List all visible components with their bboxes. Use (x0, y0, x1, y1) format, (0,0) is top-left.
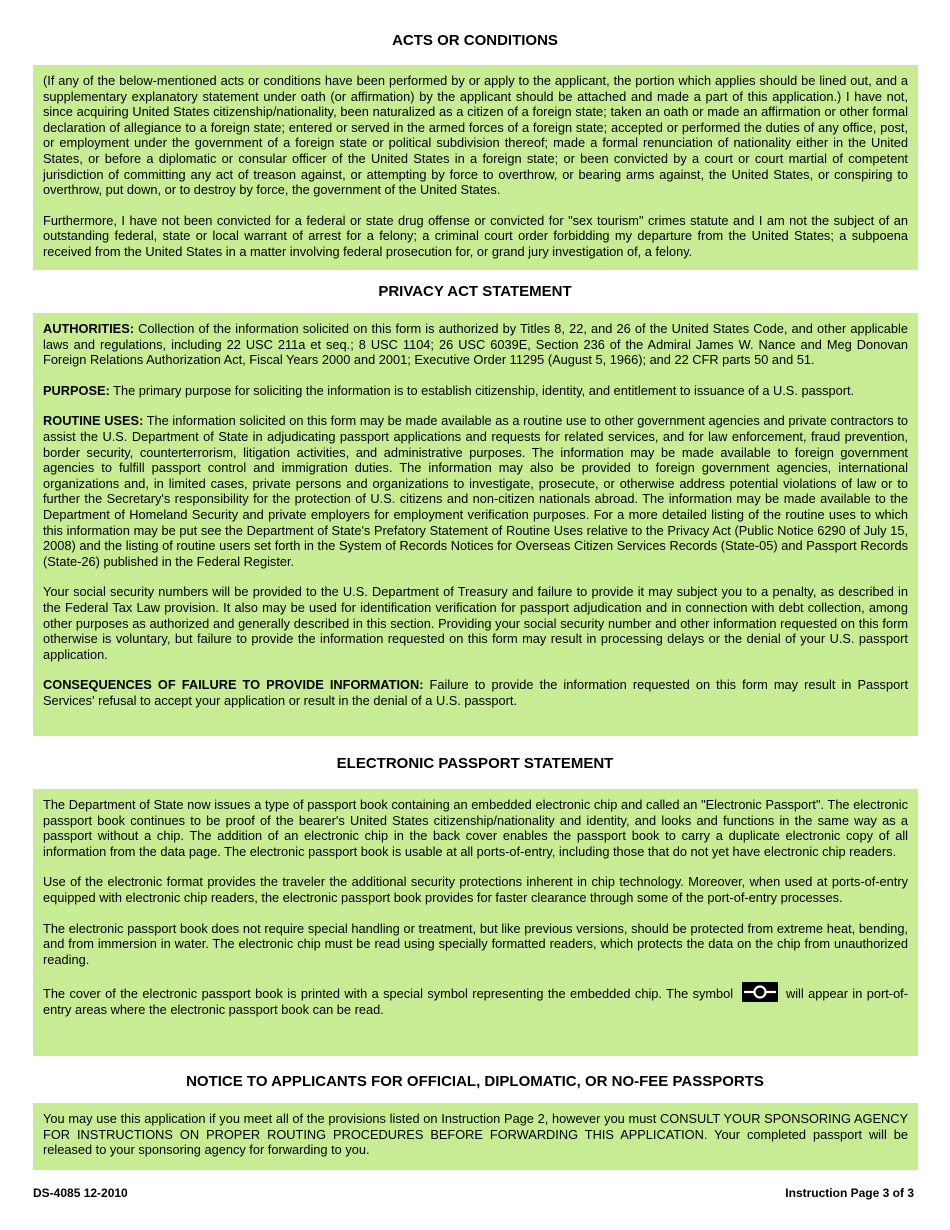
authorities-text: Collection of the information solicited on this form is authorized by Titles 8, 22, and 26 of the United States Code, and other applicable laws and regulations, including 22 USC 211a et seq.; 8 USC 1104; 26 USC 6039E, Section 236 of the Admiral James W. Nance and Meg Donovan Foreign Relations Authorization Act, Fiscal Years 2000 and 2001; Executive Order 11295 (August 5, 1966); and 22 CFR parts 50 and 51. (43, 321, 908, 368)
acts-paragraph-2: Furthermore, I have not been convicted for a federal or state drug offense or convicted for "sex tourism" crimes statute and I am not the subject of an outstanding federal, state or local warrant of arrest for a felony; a criminal court order forbidding my departure from the United States; a subpoena received from the United States in a matter involving federal prosecution for, or grand jury investigation of, a felony. (43, 212, 908, 259)
epassport-chip-icon (742, 982, 778, 1002)
notice-panel (33, 1103, 918, 1170)
consequences-label: CONSEQUENCES OF FAILURE TO PROVIDE INFORMATION: (43, 677, 424, 693)
electronic-paragraph-4 (43, 982, 908, 1018)
ssn-paragraph: Your social security numbers will be provided to the U.S. Department of Treasury and failure to provide it may subject you to a penalty, as described in the Federal Tax Law provision. It also may be used for identification verification for passport adjudication and in connection with debt collection, among other purposes as authorized and generally described in this section. Providing your social security number and other information requested on this form otherwise is voluntary, but failure to provide the information requested on this form may result in processing delays or the denial of your U.S. passport application. (43, 584, 908, 662)
acts-panel (33, 65, 918, 270)
routine-uses-paragraph (43, 413, 908, 569)
privacy-heading: PRIVACY ACT STATEMENT (378, 283, 572, 300)
acts-paragraph-1: (If any of the below-mentioned acts or conditions have been performed by or apply to the applicant, the portion which applies should be lined out, and a supplementary explanatory statement under oath (or affirmation) by the applicant should be attached and made a part of this application.) I have not, since acquiring United States citizenship/nationality, been naturalized as a citizen of a foreign state; taken an oath or made an affirmation or other formal declaration of allegiance to a foreign state; entered or served in the armed forces of a foreign state; accepted or performed the duties of any office, post, or employment under the government of a foreign state or political subdivision thereof; made a formal renunciation of nationality either in the United States, or before a diplomatic or consular officer of the United States in a foreign state; or been convicted by a court or court martial of competent jurisdiction of committing any act of treason against, or attempting by force to overthrow, or bearing arms against, the United States, or conspiring to overthrow, put down, or to destroy by force, the government of the United States. (43, 73, 908, 198)
authorities-label: AUTHORITIES: (43, 321, 134, 336)
privacy-panel (33, 313, 918, 736)
consequences-paragraph (43, 677, 908, 708)
purpose-text: The primary purpose for soliciting the information is to establish citizenship, identity, and entitlement to issuance of a U.S. passport. (109, 382, 855, 398)
purpose-paragraph (43, 383, 908, 399)
consequences-text: Failure to provide the information requested on this form may result in Passport Services' refusal to accept your application or result in the denial of a U.S. passport. (43, 677, 909, 708)
electronic-paragraph-3: The electronic passport book does not require special handling or treatment, but like previous versions, should be protected from extreme heat, bending, and from immersion in water. The electronic chip must be read using specially formatted readers, which protects the data on the chip from unauthorized reading. (43, 920, 908, 967)
authorities-paragraph (43, 321, 908, 368)
electronic-paragraph-1: The Department of State now issues a type of passport book containing an embedded electronic chip and called an "Electronic Passport". The electronic passport book continues to be proof of the bearer's United States citizenship/nationality and identity, and looks and functions in the same way as a passport without a chip. The addition of an electronic chip in the back cover enables the passport book to carry a duplicate electronic copy of all information from the data page. The electronic passport book is usable at all ports-of-entry, including those that do not yet have electronic chip readers. (43, 797, 908, 859)
acts-heading: ACTS OR CONDITIONS (392, 32, 558, 49)
routine-uses-text: The information solicited on this form may be made available as a routine use to other government agencies and private contractors to assist the U.S. Department of State in adjudicating passport applications and requests for related services, and for law enforcement, fraud prevention, border security, counterterrorism, litigation activities, and administrative purposes. The information may be made available to foreign government agencies to fulfill passport control and immigration duties. The information may also be provided to foreign government agencies, international organizations and, in limited cases, private persons and organizations to investigate, prosecute, or otherwise address potential violations of law or to further the Secretary's responsibility for the protection of U.S. citizens and non-citizen nationals abroad. The information may be made available to the Department of Homeland Security and private employers for employment verification purposes. For a more detailed listing of the routine uses to which this information may be put see the Department of State's Prefatory Statement of Routine Uses relative to the Privacy Act (Public Notice 6290 of July 15, 2008) and the listing of routine users set forth in the System of Records Notices for Overseas Citizen Services Records (State-05) and Passport Records (State-26) published in the Federal Register. (43, 413, 908, 569)
electronic-heading: ELECTRONIC PASSPORT STATEMENT (336, 755, 614, 772)
symbol-text-before: The cover of the electronic passport book is printed with a special symbol representing the embedded chip. The symbol (43, 986, 738, 1002)
routine-uses-label: ROUTINE USES: (43, 413, 144, 429)
electronic-paragraph-2: Use of the electronic format provides the traveler the additional security protections inherent in chip technology. Moreover, when used at ports-of-entry equipped with electronic chip readers, the electronic passport book provides for faster clearance through some of the port-of-entry processes. (43, 874, 908, 905)
notice-paragraph: You may use this application if you meet all of the provisions listed on Instruction Page 2, however you must CONSULT YOUR SPONSORING AGENCY FOR INSTRUCTIONS ON PROPER ROUTING PROCEDURES BEFORE FORWARDING THIS APPLICATION. Your completed passport will be released to your sponsoring agency for forwarding to you. (43, 1111, 908, 1158)
electronic-panel (33, 789, 918, 1056)
page-number: Instruction Page 3 of 3 (785, 1186, 914, 1200)
notice-heading: NOTICE TO APPLICANTS FOR OFFICIAL, DIPLOMATIC, OR NO-FEE PASSPORTS (186, 1073, 764, 1090)
purpose-label: PURPOSE: (43, 382, 110, 398)
form-number: DS-4085 12-2010 (33, 1186, 128, 1200)
symbol-text-after: will appear in port-of-entry areas where the electronic passport book can be read. (43, 986, 908, 1018)
